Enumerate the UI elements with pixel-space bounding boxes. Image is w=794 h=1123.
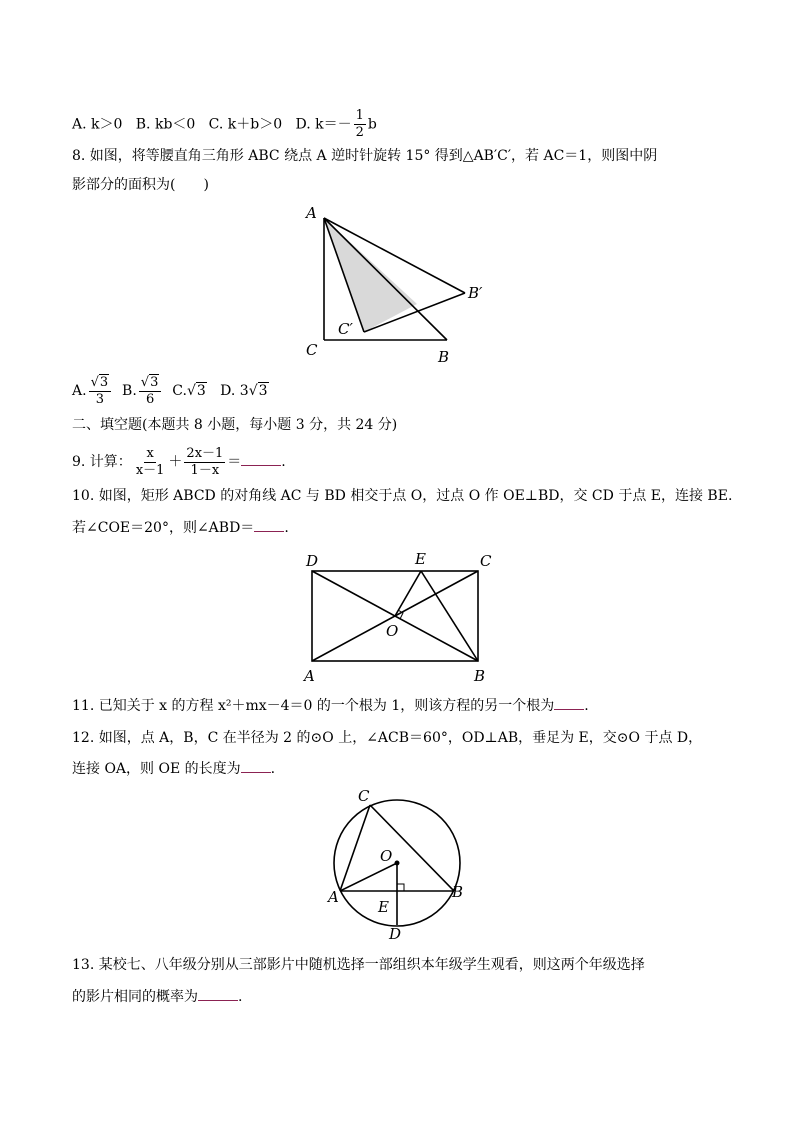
q11-line	[72, 695, 589, 716]
q8-option-c-radical: 3	[196, 383, 206, 399]
q11-text: 11. 已知关于 x 的方程 x²＋mx－4＝0 的一个根为 1，则该方程的另一个根为	[72, 698, 555, 714]
fraction-denominator: x－1	[135, 462, 165, 478]
q12-label-e: E	[378, 898, 389, 916]
fraction-denominator: 6	[145, 391, 155, 407]
fraction-numerator: 2x－1	[186, 445, 224, 461]
q12-label-d: D	[389, 925, 402, 943]
q12-answer-blank[interactable]	[241, 758, 271, 773]
q12-stem-line1: 12. 如图，点 A，B，C 在半径为 2 的⊙O 上，∠ACB＝60°，OD⊥AB，垂足为 E，交⊙O 于点 D，	[72, 730, 703, 746]
fraction-denominator: 3	[95, 391, 104, 407]
q11-end: .	[584, 698, 589, 714]
q12-center-dot	[395, 861, 400, 866]
q8-option-a-fraction	[89, 375, 112, 408]
q12-stem-line2	[72, 758, 275, 779]
q10-figure	[300, 545, 500, 685]
q10-stem-line2	[72, 517, 289, 538]
q8-stem-line2: 影部分的面积为( )	[72, 177, 209, 193]
q10-answer-blank[interactable]	[254, 517, 284, 532]
q7-option-c: C. k＋b＞0	[208, 116, 283, 133]
q10-segment-be	[421, 571, 478, 661]
q10-label-c: C	[480, 552, 492, 570]
q9-fraction-2	[184, 446, 225, 479]
q11-answer-blank[interactable]	[554, 695, 584, 710]
q9-equals: ＝	[227, 454, 242, 470]
q10-label-e: E	[415, 550, 426, 568]
q8-label-b-prime: B′	[468, 284, 483, 302]
q10-stem-line1: 10. 如图，矩形 ABCD 的对角线 AC 与 BD 相交于点 O，过点 O 作 OE⊥BD，交 CD 于点 E，连接 BE.	[72, 488, 733, 504]
q8-label-b: B	[438, 348, 450, 366]
q8-option-b-fraction	[139, 375, 162, 408]
q12-right-angle-mark	[397, 884, 404, 891]
q12-end: .	[270, 761, 276, 777]
q13-stem-line1: 13. 某校七、八年级分别从三部影片中随机选择一部组织本年级学生观看，则这两个年级选择	[72, 957, 645, 973]
q9-fraction-1	[134, 446, 167, 479]
fraction-numerator: √3	[89, 375, 112, 392]
fraction-denominator: 2	[355, 125, 364, 140]
q9-answer-blank[interactable]	[241, 451, 281, 466]
q10-label-o: O	[386, 622, 399, 640]
q7-option-d-suffix: b	[367, 116, 377, 133]
fraction-denominator: 1－x	[190, 462, 220, 478]
q9-line	[72, 445, 286, 479]
q8-shaded-region	[324, 218, 417, 332]
q9-end: .	[281, 454, 286, 470]
q13-stem-line2-text: 的影片相同的概率为	[72, 989, 198, 1005]
q13-end: .	[238, 989, 243, 1005]
q9-prefix: 9. 计算：	[72, 454, 132, 470]
q12-label-b: B	[452, 883, 464, 901]
fraction-numerator: 1	[355, 108, 364, 123]
q7-option-a: A. k＞0	[72, 116, 123, 133]
q7-options	[72, 108, 377, 141]
q8-option-d-prefix: D. 3	[220, 383, 249, 399]
q12-stem-line2-text: 连接 OA，则 OE 的长度为	[72, 761, 241, 777]
q8-option-a-prefix: A.	[72, 383, 87, 399]
q8-option-b-prefix: B.	[122, 383, 137, 399]
q13-answer-blank[interactable]	[198, 986, 238, 1001]
fraction-numerator: x	[146, 445, 154, 461]
section-2-title: 二、填空题(本题共 8 小题，每小题 3 分，共 24 分)	[72, 417, 398, 433]
q10-stem-line2-text: 若∠COE＝20°，则∠ABD＝	[72, 520, 255, 536]
q7-option-d-prefix: D. k＝－	[295, 116, 352, 133]
q8-option-d-radical: 3	[258, 383, 268, 399]
q8-label-c-prime: C′	[338, 320, 353, 338]
q7-option-b: B. kb＜0	[135, 116, 196, 133]
q12-label-a: A	[328, 888, 339, 906]
q12-label-c: C	[358, 787, 370, 805]
q12-label-o: O	[380, 847, 393, 865]
q8-label-c: C	[306, 341, 318, 359]
q8-option-c-prefix: C.	[172, 383, 187, 399]
q12-figure	[320, 785, 480, 945]
q10-label-a: A	[304, 667, 315, 685]
q8-stem-line1: 8. 如图，将等腰直角三角形 ABC 绕点 A 逆时针旋转 15° 得到△AB′C′，若 AC＝1，则图中阴	[72, 148, 658, 164]
q10-end: .	[284, 520, 289, 536]
q9-plus: ＋	[168, 454, 183, 470]
q10-label-d: D	[306, 552, 319, 570]
q10-label-b: B	[474, 667, 486, 685]
fraction-numerator: √3	[139, 375, 162, 392]
q8-label-a: A	[306, 204, 317, 222]
q8-figure	[300, 200, 500, 368]
q7-option-d-fraction	[354, 108, 366, 141]
q8-options: A. $\frac{√3}{3}$ B. $\frac{√3}{6}$ C.√3 D. 3√3	[72, 374, 268, 407]
q13-stem-line2	[72, 986, 242, 1007]
